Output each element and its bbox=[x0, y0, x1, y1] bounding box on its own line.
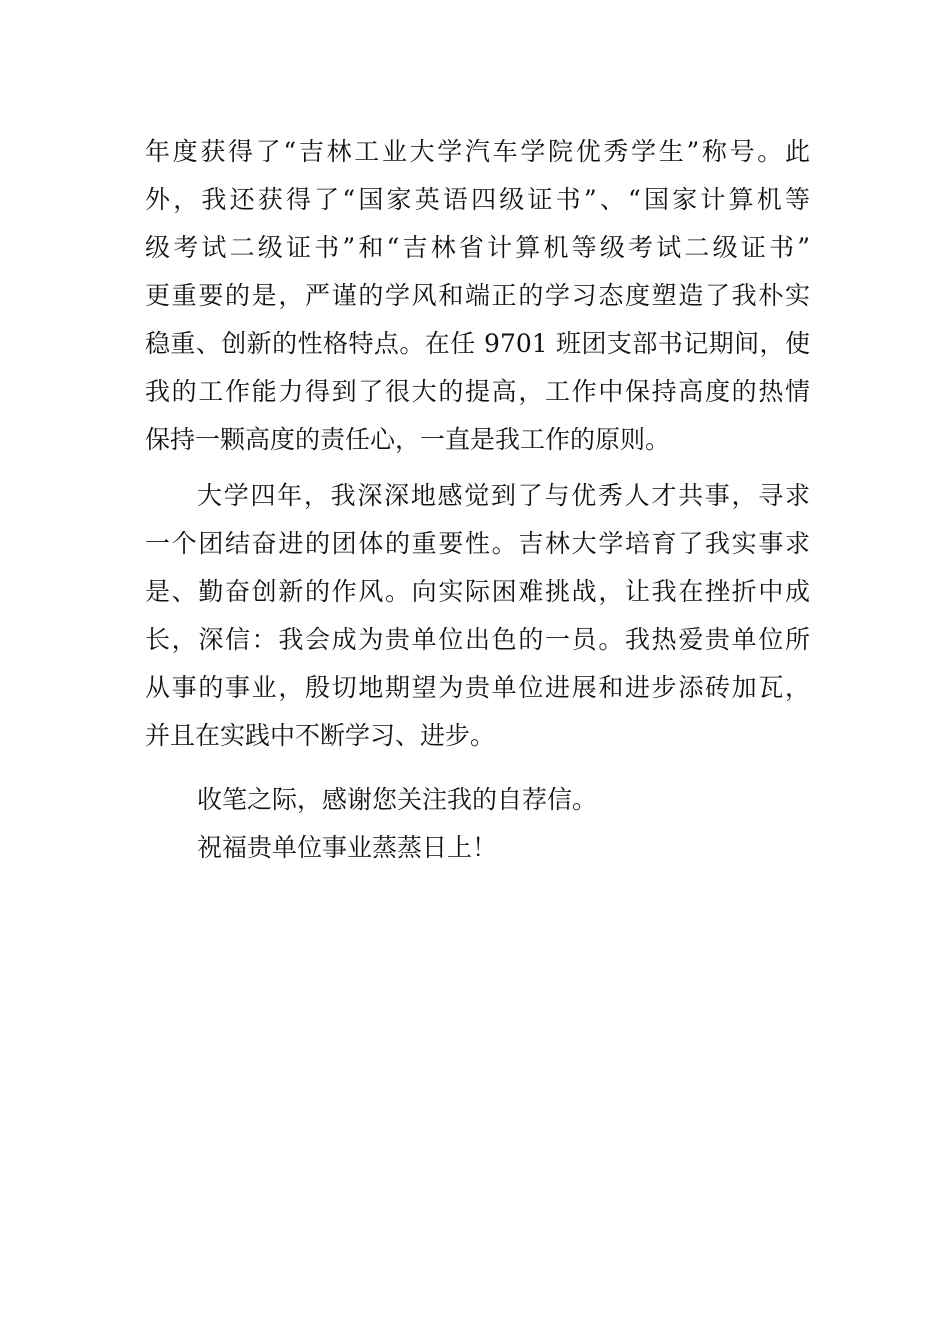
wishes-line: 祝福贵单位事业蒸蒸日上！ bbox=[197, 833, 498, 862]
text-line: 保持一颗高度的责任心，一直是我工作的原则。 bbox=[145, 425, 671, 454]
text-line: 我的工作能力得到了很大的提高，工作中保持高度的热情 bbox=[145, 377, 810, 406]
text-line: 并且在实践中不断学习、进步。 bbox=[145, 721, 496, 750]
text-line: 从事的事业，殷切地期望为贵单位进展和进步添砖加瓦， bbox=[145, 673, 810, 702]
closing-section bbox=[145, 776, 810, 872]
text-line: 大学四年，我深深地感觉到了与优秀人才共事，寻求 bbox=[197, 481, 810, 510]
paragraph-university-years bbox=[145, 472, 810, 760]
text-line: 是、勤奋创新的作风。向实际困难挑战，让我在挫折中成 bbox=[145, 577, 810, 606]
text-line: 更重要的是，严谨的学风和端正的学习态度塑造了我朴实 bbox=[145, 281, 810, 310]
text-line: 稳重、创新的性格特点。在任 9701 班团支部书记期间，使 bbox=[145, 329, 810, 358]
text-line: 级考试二级证书”和“吉林省计算机等级考试二级证书” bbox=[145, 233, 810, 262]
text-line: 年度获得了“吉林工业大学汽车学院优秀学生”称号。此 bbox=[145, 137, 810, 166]
text-line: 一个团结奋进的团体的重要性。吉林大学培育了我实事求 bbox=[145, 529, 810, 558]
text-line: 外，我还获得了“国家英语四级证书”、“国家计算机等 bbox=[145, 185, 810, 214]
text-line: 长，深信：我会成为贵单位出色的一员。我热爱贵单位所 bbox=[145, 625, 810, 654]
paragraph-achievements bbox=[145, 128, 810, 464]
closing-line: 收笔之际，感谢您关注我的自荐信。 bbox=[197, 785, 598, 814]
